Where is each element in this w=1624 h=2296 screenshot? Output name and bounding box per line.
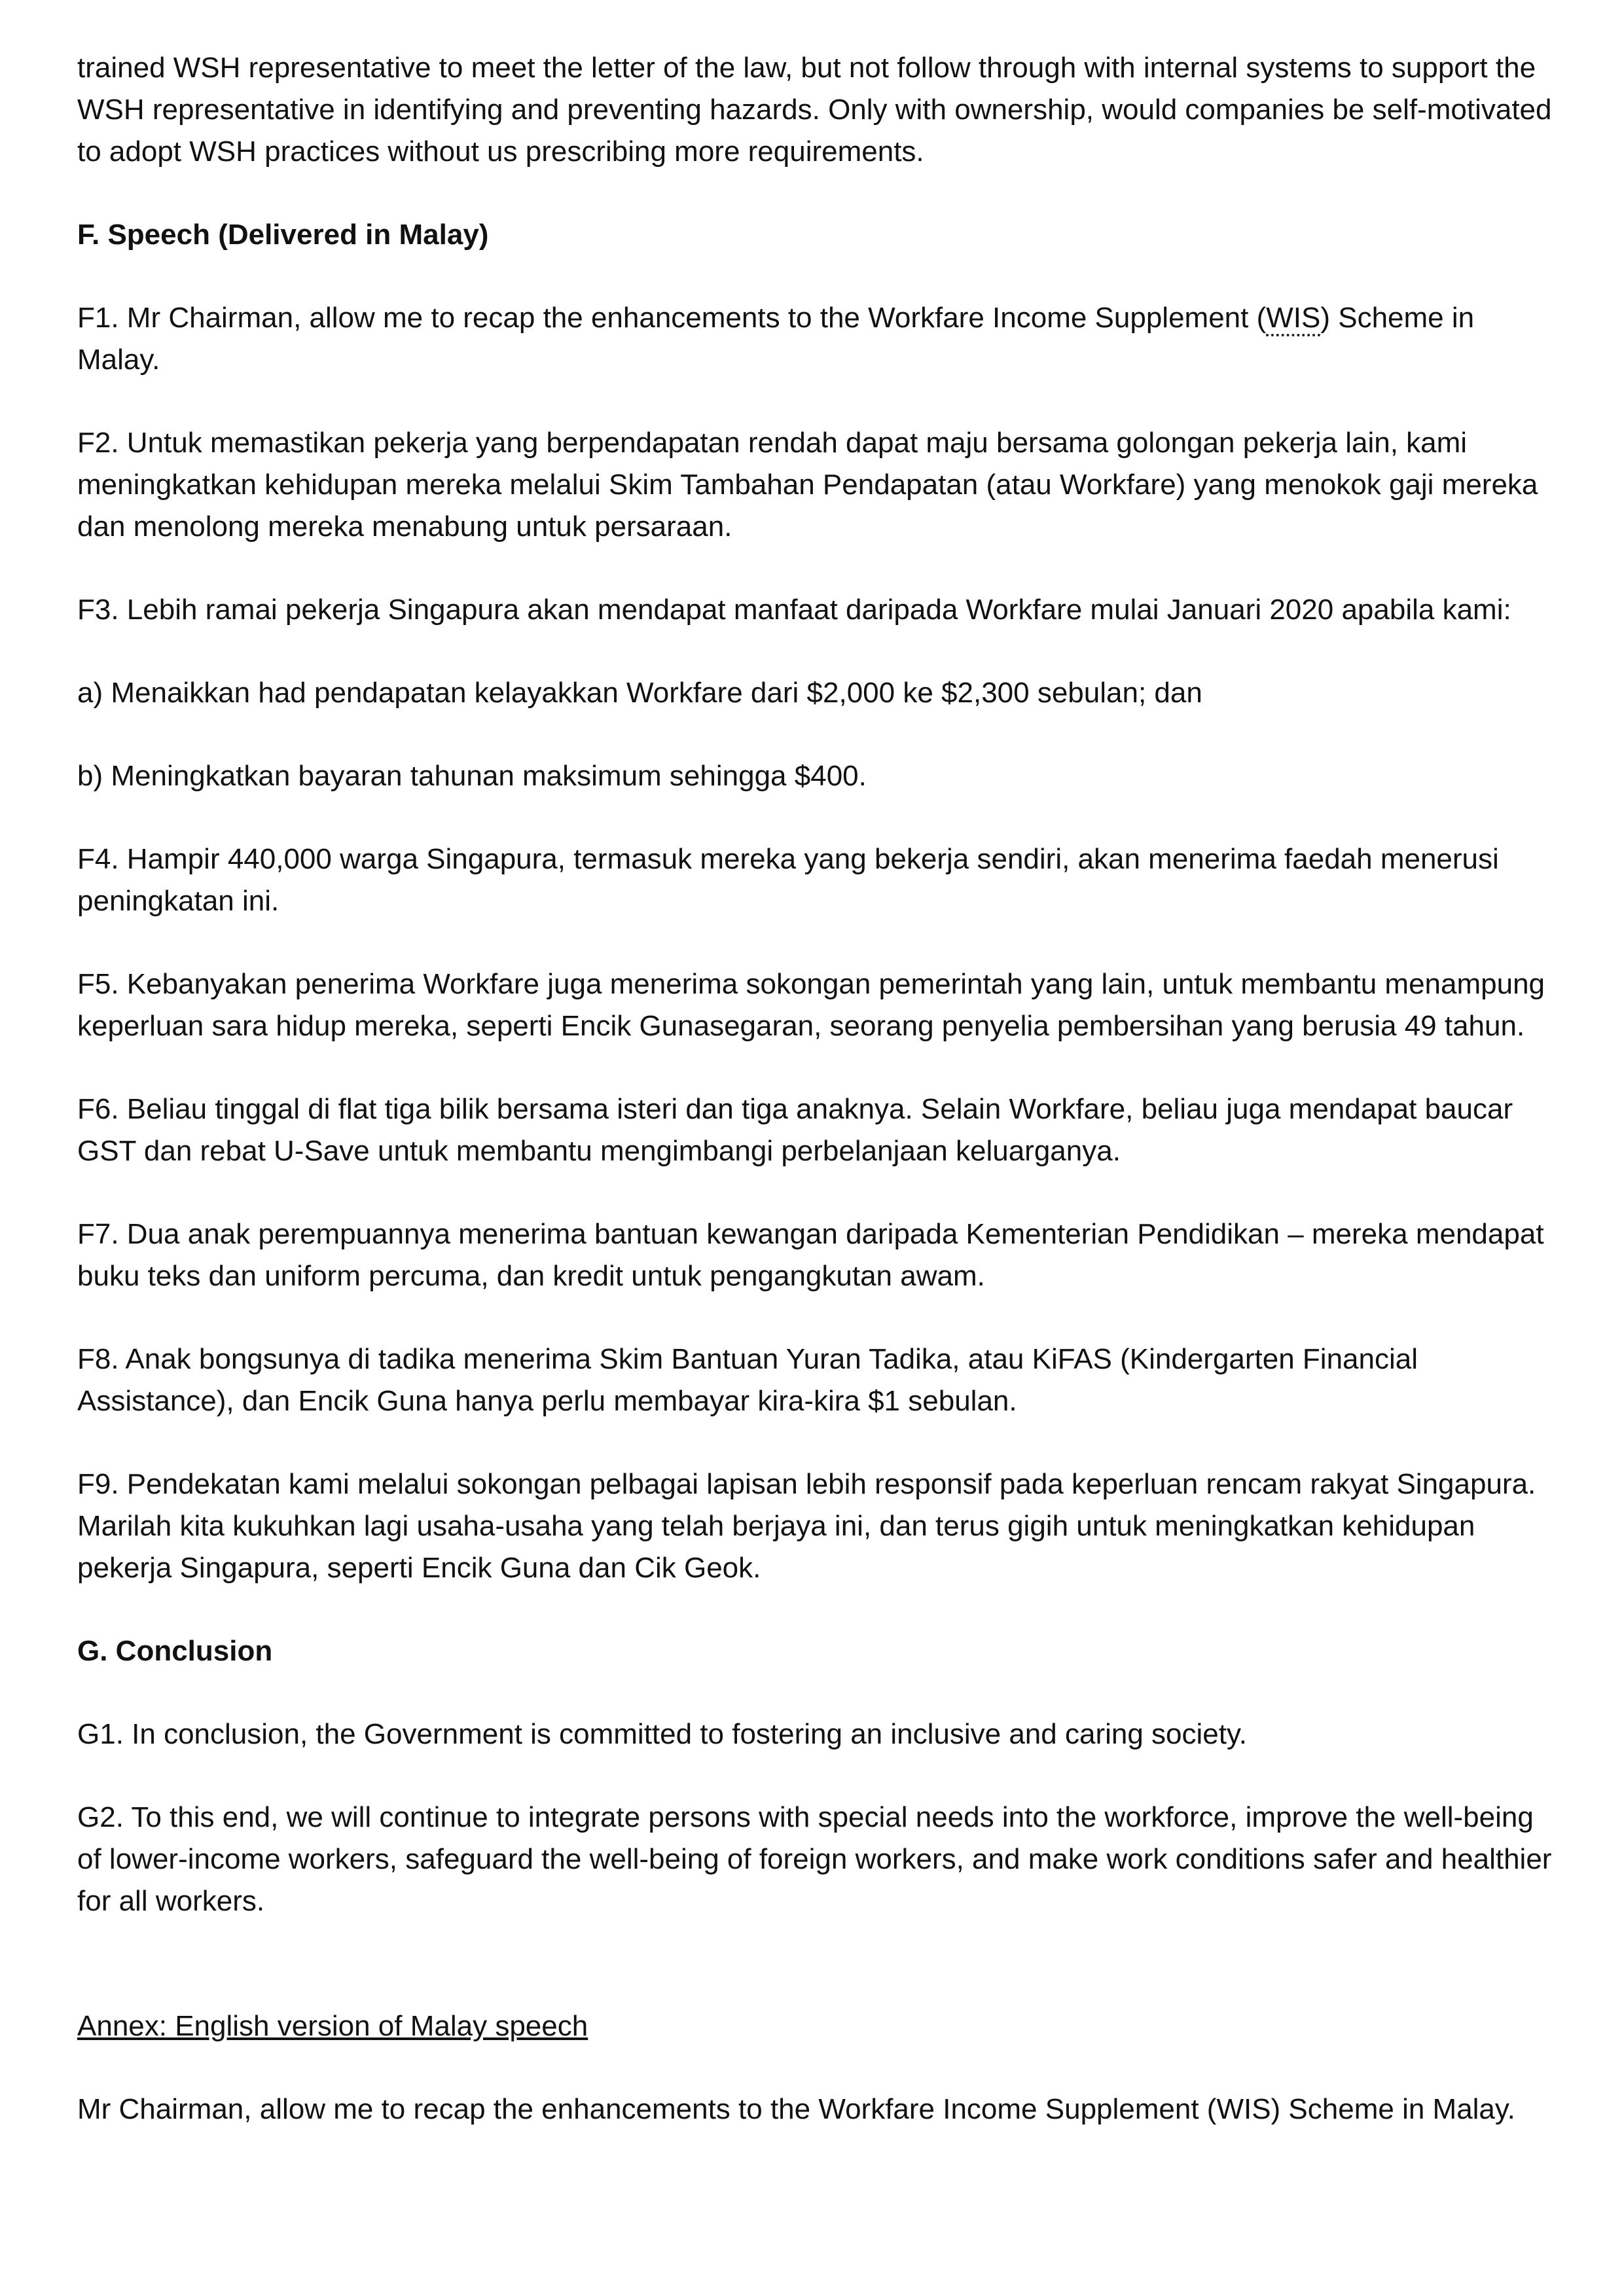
document-page <box>77 47 1563 2172</box>
section-f-heading: F. Speech (Delivered in Malay) <box>77 219 489 251</box>
paragraph-g2: G2. To this end, we will continue to integrate persons with special needs into the workforce, improve the well-being of lower-income workers, safeguard the well-being of foreign workers, and make work conditions safer and healthier for all workers. <box>77 1801 1552 1917</box>
paragraph-f6: F6. Beliau tinggal di flat tiga bilik bersama isteri dan tiga anaknya. Selain Workfare, beliau juga mendapat baucar GST dan rebat U-Save untuk membantu mengimbangi perbelanjaan keluarganya. <box>77 1093 1513 1167</box>
annex-heading: Annex: English version of Malay speech <box>77 2010 588 2042</box>
intro-continuation-paragraph: trained WSH representative to meet the letter of the law, but not follow through with internal systems to support the WSH representative in identifying and preventing hazards. Only with ownership, would companies be self-motivated to adopt WSH practices without us prescribing more requirements. <box>77 52 1552 168</box>
paragraph-f3-item-b: b) Meningkatkan bayaran tahunan maksimum sehingga $400. <box>77 760 867 792</box>
paragraph-f2: F2. Untuk memastikan pekerja yang berpendapatan rendah dapat maju bersama golongan pekerja lain, kami meningkatkan kehidupan mereka melalui Skim Tambahan Pendapatan (atau Workfare) yang menokok gaji mereka dan menolong mereka menabung untuk persaraan. <box>77 427 1538 543</box>
section-g-heading: G. Conclusion <box>77 1635 273 1667</box>
paragraph-g1: G1. In conclusion, the Government is committed to fostering an inclusive and caring society. <box>77 1718 1247 1750</box>
paragraph-f1-text-end: ) Scheme in Malay. <box>77 302 1475 376</box>
paragraph-f1 <box>77 297 1563 381</box>
paragraph-f5: F5. Kebanyakan penerima Workfare juga menerima sokongan pemerintah yang lain, untuk membantu menampung keperluan sara hidup mereka, seperti Encik Gunasegaran, seorang penyelia pembersihan yang berusia 49 tahun. <box>77 968 1545 1042</box>
annex-paragraph-1: Mr Chairman, allow me to recap the enhancements to the Workfare Income Supplement (WIS) Scheme in Malay. <box>77 2093 1515 2125</box>
paragraph-f9: F9. Pendekatan kami melalui sokongan pelbagai lapisan lebih responsif pada keperluan rencam rakyat Singapura. Marilah kita kukuhkan lagi usaha-usaha yang telah berjaya ini, dan terus gigih untuk meningkatkan kehidupan pekerja Singapura, seperti Encik Guna dan Cik Geok. <box>77 1468 1536 1584</box>
paragraph-f7: F7. Dua anak perempuannya menerima bantuan kewangan daripada Kementerian Pendidikan – mereka mendapat buku teks dan uniform percuma, dan kredit untuk pengangkutan awam. <box>77 1218 1544 1292</box>
paragraph-f3: F3. Lebih ramai pekerja Singapura akan mendapat manfaat daripada Workfare mulai Januari 2020 apabila kami: <box>77 594 1511 626</box>
section-spacer <box>77 1964 1563 2005</box>
wis-abbreviation[interactable]: WIS <box>1266 302 1320 336</box>
paragraph-f4: F4. Hampir 440,000 warga Singapura, termasuk mereka yang bekerja sendiri, akan menerima faedah menerusi peningkatan ini. <box>77 843 1499 917</box>
paragraph-f3-item-a: a) Menaikkan had pendapatan kelayakkan Workfare dari $2,000 ke $2,300 sebulan; dan <box>77 677 1202 709</box>
paragraph-f1-text-start: F1. Mr Chairman, allow me to recap the enhancements to the Workfare Income Supplement ( <box>77 302 1267 334</box>
paragraph-f8: F8. Anak bongsunya di tadika menerima Skim Bantuan Yuran Tadika, atau KiFAS (Kindergarten Financial Assistance), dan Encik Guna hanya perlu membayar kira-kira $1 sebulan. <box>77 1343 1418 1417</box>
